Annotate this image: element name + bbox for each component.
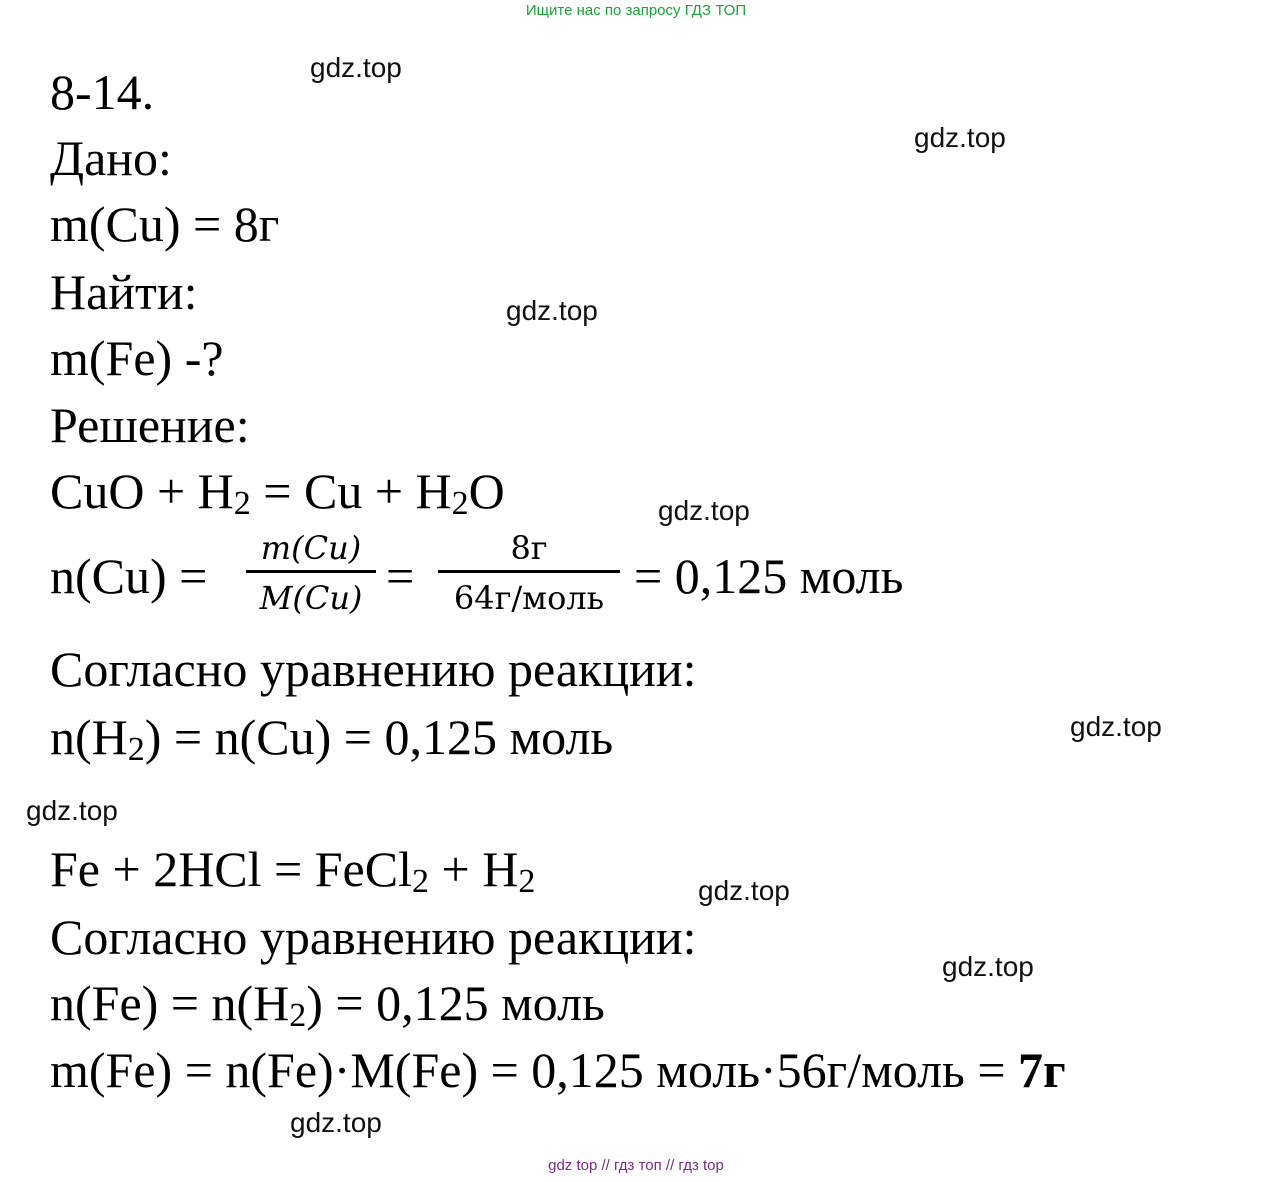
watermark: gdz.top — [698, 875, 790, 906]
watermark: gdz.top — [1070, 711, 1162, 742]
find-label: Найти: — [50, 264, 198, 320]
watermark: gdz.top — [658, 495, 750, 526]
given-label: Дано: — [50, 130, 172, 186]
solution-label: Решение: — [50, 397, 250, 453]
equals-sign: = — [386, 548, 415, 604]
final-answer: 7г — [1018, 1042, 1066, 1098]
footer-links[interactable]: gdz top // гдз топ // гдз top — [548, 1157, 724, 1174]
fraction-numerator: m(Cu) — [260, 529, 362, 567]
moles-lhs: n(Cu) = — [50, 548, 208, 604]
final-calculation: m(Fe) = n(Fe)·M(Fe) = 0,125 моль·56г/моль = 7г — [50, 1042, 1066, 1098]
molar-fraction — [246, 526, 376, 617]
given-value: m(Cu) = 8г — [50, 196, 280, 252]
find-value: m(Fe) -? — [50, 330, 224, 386]
fraction-denominator: M(Cu) — [259, 579, 363, 617]
watermark: gdz.top — [506, 295, 598, 326]
watermark: gdz.top — [914, 122, 1006, 153]
moles-h2-line: $n(H_2) = n(Cu) = 0,125$ моль — [50, 709, 614, 768]
watermark: gdz.top — [942, 951, 1034, 982]
by-equation-label-2: Согласно уравнению реакции: — [50, 909, 697, 965]
watermark: gdz.top — [26, 795, 118, 826]
moles-fe-line: $n(Fe) = n(H_2) = 0,125$ моль — [50, 975, 605, 1034]
problem-number: 8-14. — [50, 64, 155, 120]
by-equation-label-1: Согласно уравнению реакции: — [50, 641, 697, 697]
reaction-equation-2: Fe + 2HCl = FeCl$_2$ + $H_2$ — [50, 841, 536, 900]
moles-result: = 0,125 моль — [634, 548, 904, 604]
reaction-equation-1: CuO + $H_2 = Cu + H_2O$ — [50, 463, 505, 522]
watermark: gdz.top — [310, 52, 402, 83]
watermark: gdz.top — [290, 1107, 382, 1138]
fraction-numerator: 8г — [510, 529, 548, 567]
search-hint-link[interactable]: Ищите нас по запросу ГДЗ ТОП — [525, 2, 747, 19]
fraction-denominator: 64г/моль — [453, 579, 605, 617]
numeric-fraction — [438, 526, 620, 617]
